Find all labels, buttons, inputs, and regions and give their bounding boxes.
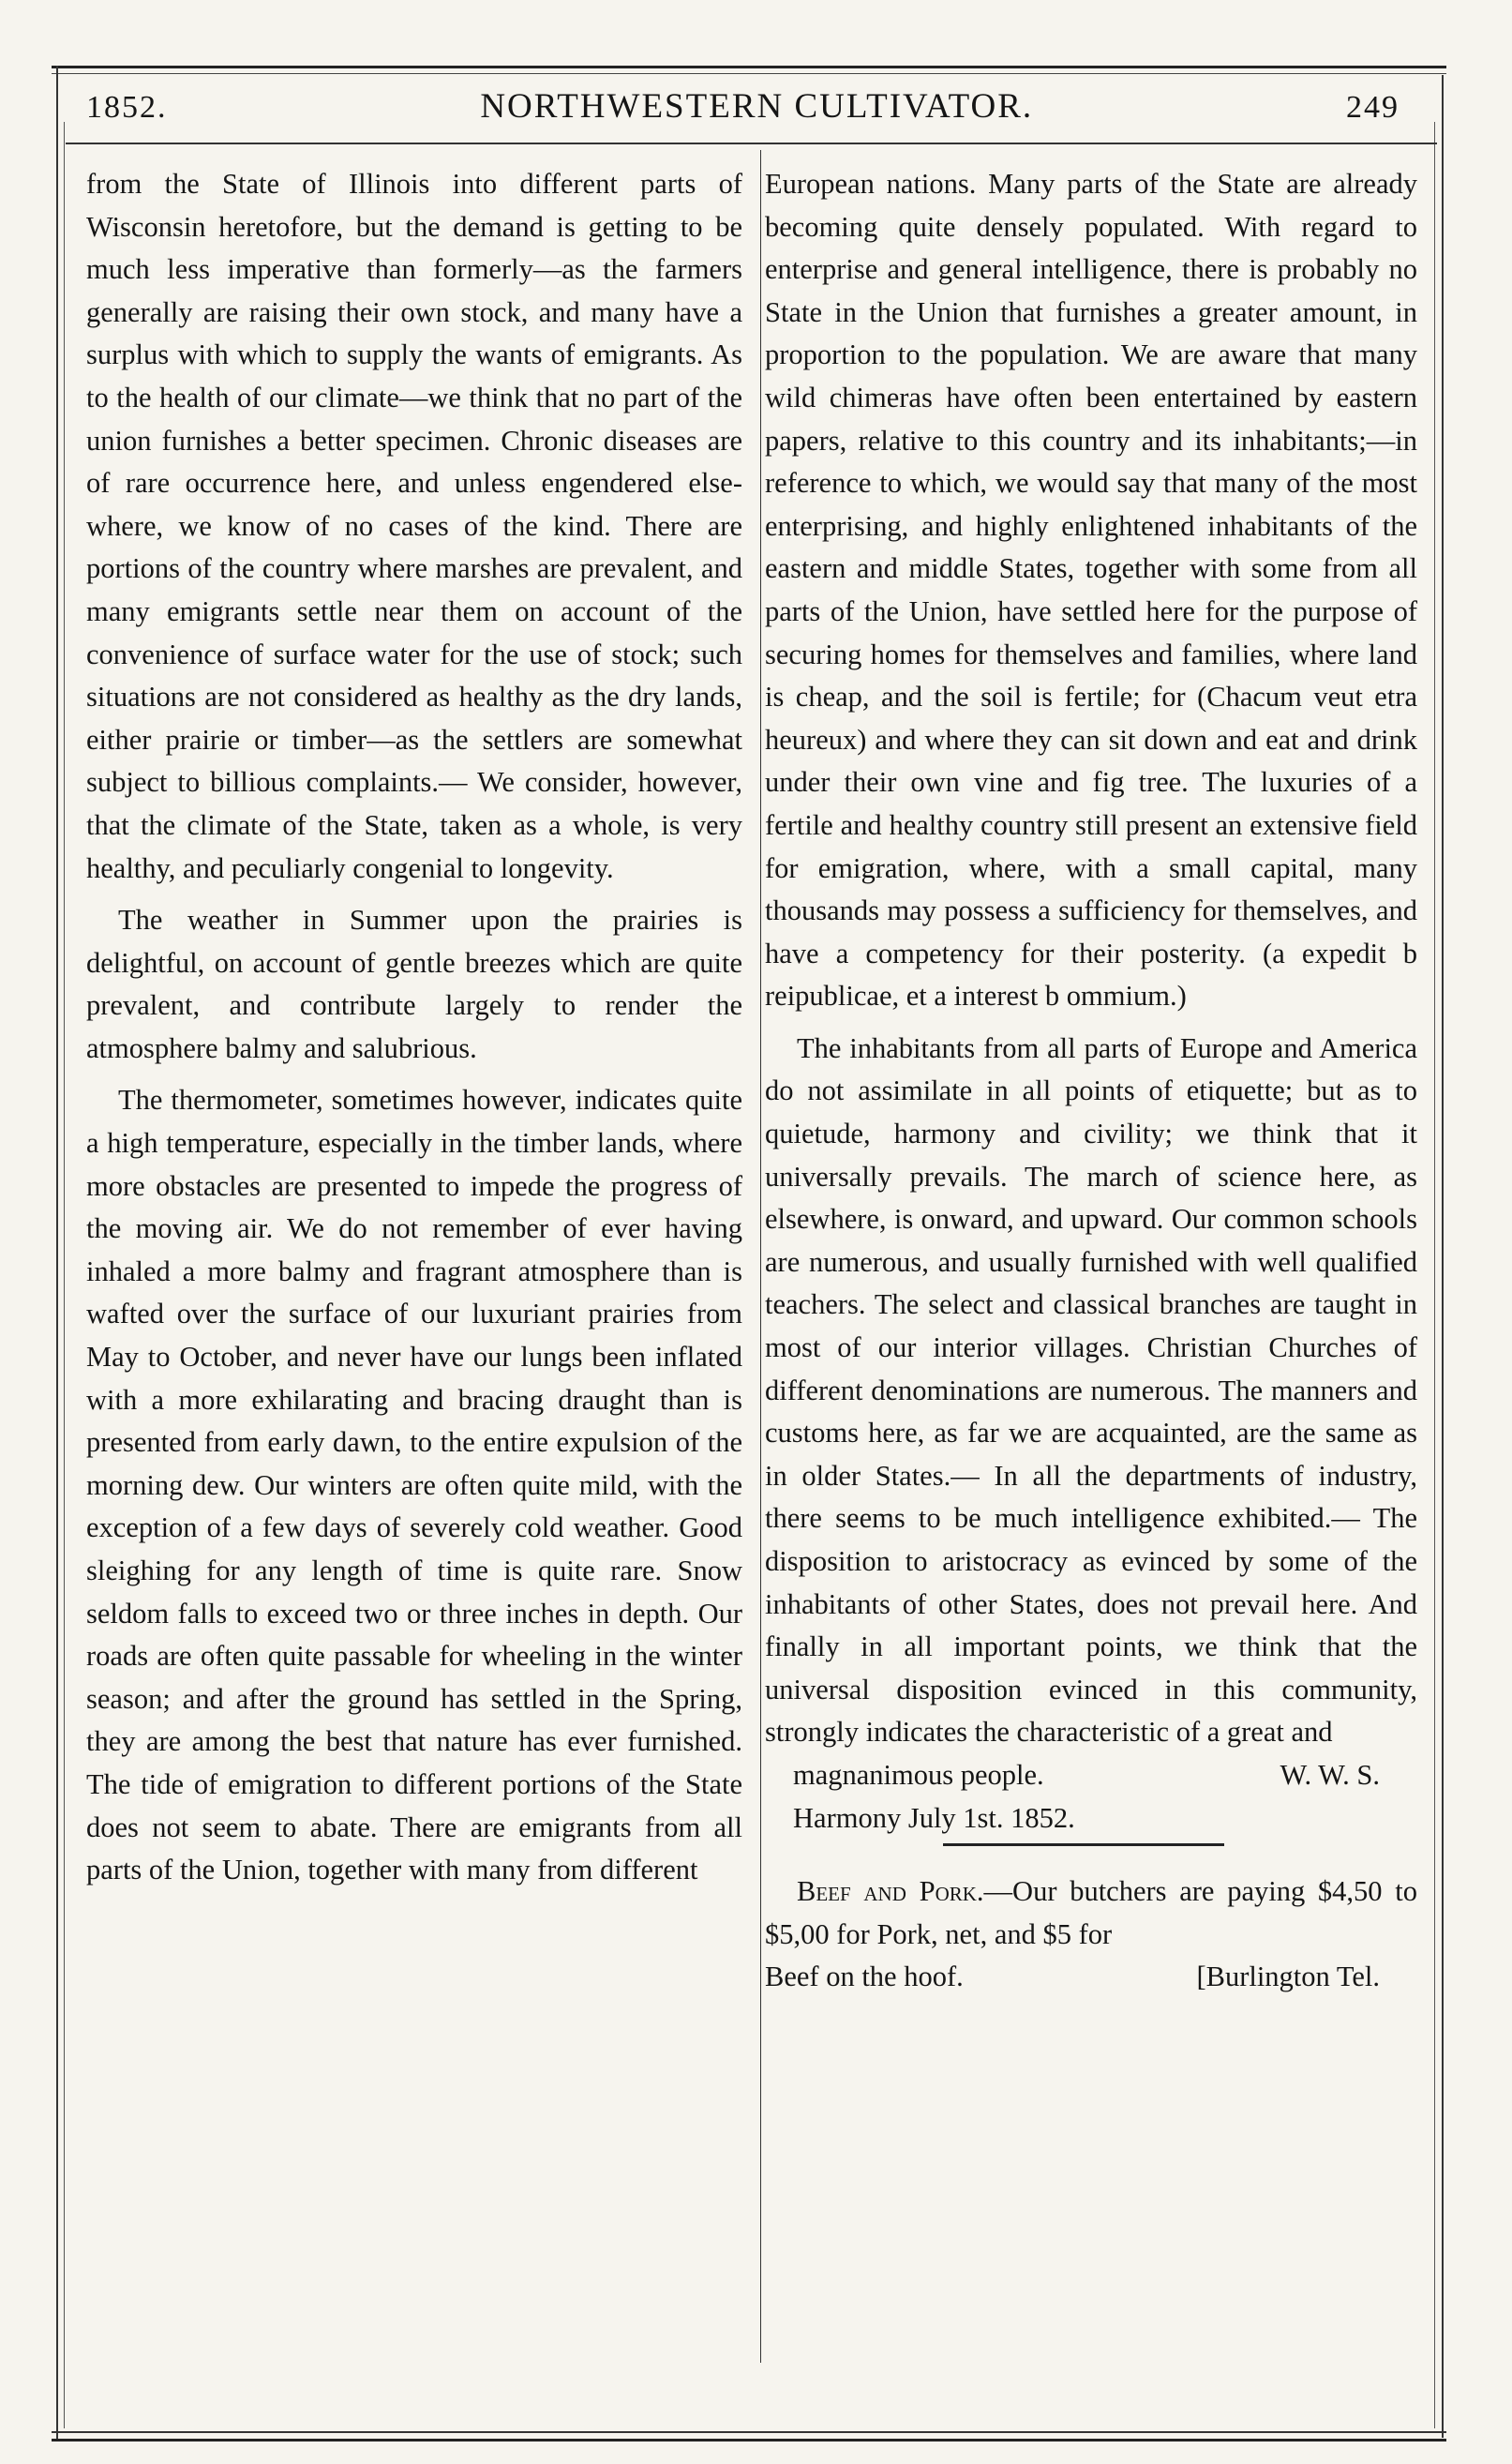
ad-footer [765, 1956, 1417, 1999]
ornamental-rule [943, 1843, 1224, 1856]
column-divider [760, 150, 761, 2363]
ad-body: —Our butchers are paying $4,50 to $5,00 for Pork, net, and $5 for [765, 1875, 1417, 1950]
publication-title: NORTHWESTERN CULTIVATOR. [480, 87, 1034, 126]
left-paragraph-2: The weather in Summer upon the prairies is delightful, on account of gentle breezes which are quite prevalent, and contribute largely to render the atmosphere balmy and salubrious. [86, 904, 742, 1064]
frame-rule-bottom-inner [52, 2431, 1446, 2433]
page-header [86, 86, 1400, 133]
left-paragraph-3: The thermometer, sometimes however, indicates quite a high temperature, especially in the timber lands, where more obstacles are presented to impede the progress of the moving air. We do not remember of ever having inhaled a more balmy and fragrant atmosphere than is wafted over the surface of our luxuriant prairies from May to October, and never have our lungs been inflated with a more exhilarating and bracing draught than is presented from early dawn, to the entire expulsion of the morning dew. Our winters are often quite mild, with the exception of a few days of severely cold weather. Good sleighing for any length of time is quite rare. Snow seldom falls to exceed two or three inches in depth. Our roads are often quite passable for wheeling in the winter season; and after the ground has settled in the Spring, they are among the best that nature has ever furnished. The tide of emigration to different portions of the State does not seem to abate. There are emigrants from all parts of the Union, together with many from different [86, 1084, 742, 1886]
ad-body-end: Beef on the hoof. [765, 1961, 964, 1993]
page-number: 249 [1345, 90, 1400, 125]
right-paragraph-1: European nations. Many parts of the State are already becoming quite densely populated. With regard to enterprise and general intelligence, there is probably no State in the Union that furnishes a greater amount, in proportion to the population. We are aware that many wild chimeras have often been entertained by eastern papers, relative to this country and its inhabitants;—in reference to which, we would say that many of the most enterprising, and highly enlightened inhabitants of the eastern and middle States, together with some from all parts of the Union, have settled here for the purpose of securing homes for themselves and families, where land is cheap, and the soil is fertile; for (Chacum veut etra heureux) and where they can sit down and eat and drink under their own vine and fig tree. The luxuries of a fertile and healthy country still present an extensive field for emigration, where, with a small capital, many thousands may possess a sufficiency for themselves, and have a competency for their posterity. (a expedit b reipublicae, et a interest b ommium.) [765, 168, 1417, 1013]
frame-rule-right [1442, 75, 1444, 2438]
frame-rule-right-inner [1434, 122, 1435, 2428]
left-column [86, 163, 742, 1892]
frame-rule-top [52, 66, 1446, 68]
right-paragraph-2: The inhabitants from all parts of Europe and America do not assimilate in all points of etiquette; but as to quietude, harmony and civility; we think that it universally prevails. The march of science here, as elsewhere, is onward, and upward. Our common schools are numerous, and usually furnished with well qualified teachers. The select and classical branches are taught in most of our interior villages. Christian Churches of different denominations are numerous. The manners and customs here, as far we are acquainted, are the same as in older States.— In all the departments of industry, there seems to be much intelligence exhibited.— The disposition to aristocracy as evinced by some of the inhabitants of other States, does not prevail here. And finally in all important points, we think that the universal disposition evinced in this community, strongly indicates the characteristic of a great and [765, 1031, 1417, 1749]
left-paragraph-1: from the State of Illinois into different parts of Wisconsin heretofore, but the demand is getting to be much less imperative than formerly—as the farmers generally are raising their own stock, and many have a surplus with which to supply the wants of emigrants. As to the health of our climate—we think that no part of the union furnishes a better specimen. Chronic diseases are of rare occurrence here, and unless engendered else-where, we know of no cases of the kind. There are portions of the country where marshes are prevalent, and many emigrants settle near them on account of the convenience of surface water for the use of stock; such situations are not considered as healthy as the dry lands, either prairie or timber—as the settlers are somewhat subject to billious complaints.— We consider, however, that the climate of the State, taken as a whole, is very healthy, and peculiarly congenial to longevity. [86, 168, 742, 884]
ad-heading: Beef and Pork. [797, 1875, 984, 1908]
dateline: Harmony July 1st. 1852. [793, 1801, 1075, 1834]
author-signature: W. W. S. [1280, 1758, 1380, 1791]
signature-line [765, 1754, 1417, 1797]
header-year: 1852. [86, 90, 168, 125]
closing-words: magnanimous people. [793, 1758, 1044, 1791]
right-column [765, 163, 1417, 1999]
frame-rule-top-inner [52, 73, 1446, 74]
advertisement [765, 1871, 1417, 1956]
header-rule [66, 143, 1437, 144]
source-credit: [Burlington Tel. [1196, 1961, 1380, 1993]
frame-rule-bottom [52, 2439, 1446, 2441]
frame-rule-left [56, 66, 58, 2441]
frame-rule-left-inner [64, 122, 65, 2428]
